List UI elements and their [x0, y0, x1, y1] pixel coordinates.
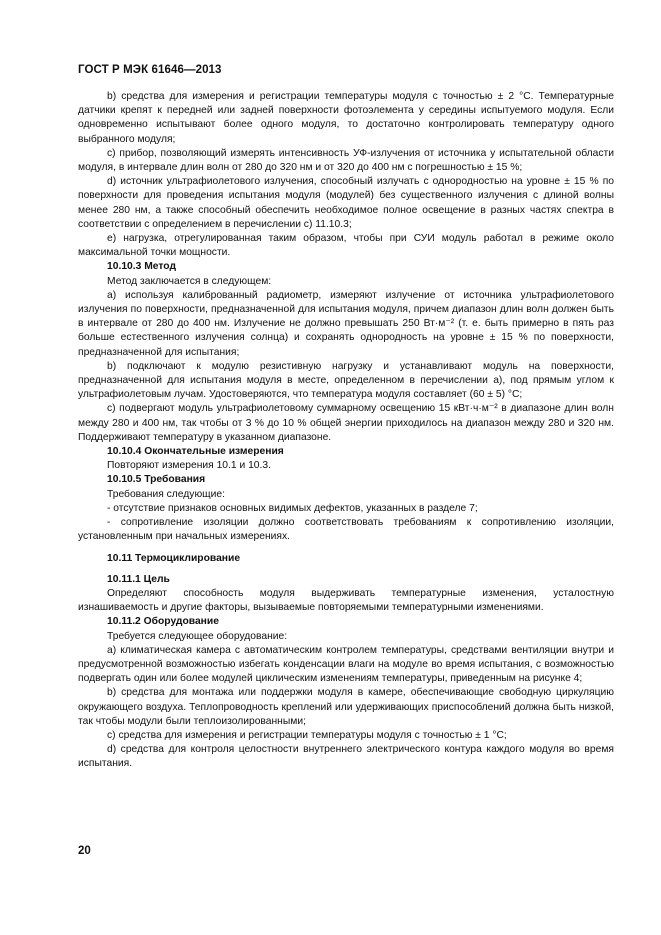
document-body: [78, 90, 614, 772]
section-heading: 10.11 Термоциклирование: [107, 552, 241, 564]
paragraph: c) средства для измерения и регистрации температуры модуля с точностью ± 1 °С;: [107, 729, 507, 741]
paragraph: Требования следующие:: [107, 488, 225, 500]
paragraph: b) средства для монтажа или поддержки модуля в камере, обеспечивающие свободную циркуляцию окружающего воздуха. Теплопроводность креплений или удерживающих приспособлений должна быть низкой, так чтобы модули были теплоизолированными;: [78, 687, 614, 727]
paragraph: d) средства для контроля целостности внутреннего электрического контура каждого модуля во время испытания.: [78, 744, 614, 770]
paragraph: c) подвергают модуль ультрафиолетовому суммарному освещению 15 кВт·ч·м⁻² в диапазоне длин волн между 280 и 400 нм, так чтобы от 3 % до 10 % общей энергии приходилось на диапазон между 280 и 320 нм. Поддерживают температуру в указанном диапазоне.: [78, 403, 614, 443]
paragraph: - отсутствие признаков основных видимых дефектов, указанных в разделе 7;: [107, 502, 478, 514]
paragraph: c) прибор, позволяющий измерять интенсивность УФ-излучения от источника у испытательной области модуля, в интервале длин волн от 280 до 320 нм и от 320 до 400 нм с погрешностью ± 15 %;: [78, 147, 614, 174]
paragraph: a) используя калиброванный радиометр, измеряют излучение от источника ультрафиолетового излучения по поверхности, предназначенной для испытания модуля, причем диапазон длин волн должен быть в интервале от 280 до 400 нм. Излучение не должно превышать 250 Вт·м⁻² (т. е. быть примерно в пять раз больше естественного излучения солнца) и сохранять однородность на уровне ± 15 % по поверхности, предназначенной для испытания;: [78, 289, 614, 358]
paragraph: d) источник ультрафиолетового излучения, способный излучать с однородностью на уровне ± 15 % по поверхности для проведения испытания модуля (модулей) без существенного излучения с длиной волны менее 280 нм, а также способный обеспечить необходимое полное освещение в разных частях спектра в соответствии с определением в перечислении с) 11.10.3;: [78, 176, 614, 230]
section-heading: 10.11.2 Оборудование: [107, 616, 219, 628]
paragraph: a) климатическая камера с автоматическим контролем температуры, средствами вентиляции внутри и предусмотренной возможностью избегать конденсации влаги на модуле во время испытания, с возможностью подвергать один или более модулей циклическим изменениям температуры, приведенным на рисунке 4;: [78, 644, 614, 685]
paragraph: b) подключают к модулю резистивную нагрузку и устанавливают модуль на поверхности, предназначенной для испытания модуля в месте, определенном в перечислении а), под прямым углом к ультрафиолетовым лучам. Удостоверяются, что температура модуля составляет (60 ± 5) °С;: [78, 360, 614, 401]
section-heading: 10.10.4 Окончательные измерения: [107, 446, 284, 458]
paragraph: Повторяют измерения 10.1 и 10.3.: [107, 460, 271, 472]
document-header: ГОСТ Р МЭК 61646—2013: [78, 64, 222, 76]
paragraph: Метод заключается в следующем:: [107, 275, 272, 287]
section-heading: 10.11.1 Цель: [107, 573, 170, 585]
paragraph: Требуется следующее оборудование:: [107, 630, 288, 642]
paragraph: Определяют способность модуля выдерживать температурные изменения, усталостную изнашиваемость и другие факторы, вызываемые повторяемыми температурными изменениями.: [78, 587, 614, 614]
paragraph: b) средства для измерения и регистрации температуры модуля с точностью ± 2 °С. Температурные датчики крепят к передней или задней поверхности фотоэлемента у середины испытуемого модуля. Если одновременно испытывают более одного модуля, то достаточно контролировать температуру одного выбранного модуля;: [78, 91, 614, 145]
paragraph: - сопротивление изоляции должно соответствовать требованиям к сопротивлению изоляции, установленным при начальных измерениях.: [78, 517, 614, 543]
paragraph: e) нагрузка, отрегулированная таким образом, чтобы при СУИ модуль работал в режиме около максимальной точки мощности.: [78, 233, 614, 259]
section-heading: 10.10.3 Метод: [107, 261, 176, 273]
section-heading: 10.10.5 Требования: [107, 474, 206, 486]
page-number: 20: [78, 845, 91, 857]
